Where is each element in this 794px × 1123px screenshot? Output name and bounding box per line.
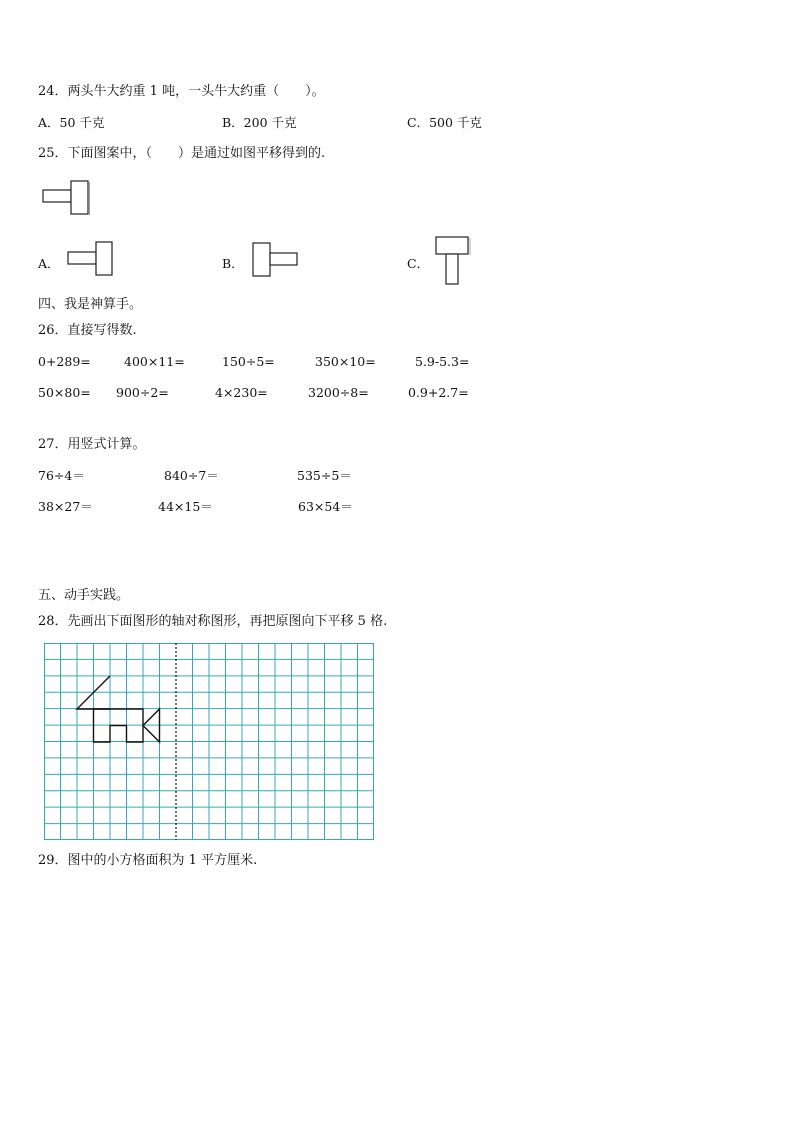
q26-r2-c5: 0.9+2.7= [408, 385, 469, 400]
q25-option-a-figure[interactable] [65, 241, 117, 277]
q24-text: 24．两头牛大约重 1 吨，一头牛大约重（ ）。 [38, 84, 325, 99]
q24-option-a[interactable]: A．50 千克 [38, 115, 105, 130]
q29-text: 29．图中的小方格面积为 1 平方厘米. [38, 853, 258, 868]
q26-r1-c1: 0+289= [38, 354, 91, 369]
q24-option-c[interactable]: C．500 千克 [407, 115, 482, 130]
q25-option-c-figure[interactable] [433, 235, 473, 289]
q25-text: 25．下面图案中，（ ）是通过如图平移得到的. [38, 146, 326, 161]
q25-option-a-label[interactable]: A． [38, 256, 60, 271]
q26-r2-c3: 4×230= [215, 385, 268, 400]
q26-r1-c2: 400×11= [124, 354, 185, 369]
q27-r2-c1: 38×27＝ [38, 499, 93, 514]
q26-r2-c4: 3200÷8= [308, 385, 369, 400]
q26-text: 26．直接写得数. [38, 323, 137, 338]
q25-option-b-label[interactable]: B． [222, 256, 244, 271]
q26-r1-c3: 150÷5= [222, 354, 275, 369]
q27-r2-c3: 63×54＝ [298, 499, 353, 514]
q27-r1-c2: 840÷7＝ [164, 468, 219, 483]
q27-r1-c3: 535÷5＝ [297, 468, 352, 483]
q28-text: 28．先画出下面图形的轴对称图形，再把原图向下平移 5 格. [38, 614, 388, 629]
q24-option-b[interactable]: B．200 千克 [222, 115, 297, 130]
section5-title: 五、动手实践。 [38, 588, 130, 603]
q27-r1-c1: 76÷4＝ [38, 468, 85, 483]
q27-text: 27．用竖式计算。 [38, 437, 146, 452]
q26-r2-c2: 900÷2= [116, 385, 169, 400]
q26-r2-c1: 50×80= [38, 385, 91, 400]
section4-title: 四、我是神算手。 [38, 297, 143, 312]
q26-r1-c5: 5.9-5.3= [415, 354, 470, 369]
q25-option-b-figure[interactable] [250, 242, 302, 278]
q25-reference-figure [40, 180, 92, 216]
q26-r1-c4: 350×10= [315, 354, 376, 369]
q27-r2-c2: 44×15＝ [158, 499, 213, 514]
q28-grid[interactable] [44, 643, 374, 840]
q25-option-c-label[interactable]: C． [407, 256, 430, 271]
